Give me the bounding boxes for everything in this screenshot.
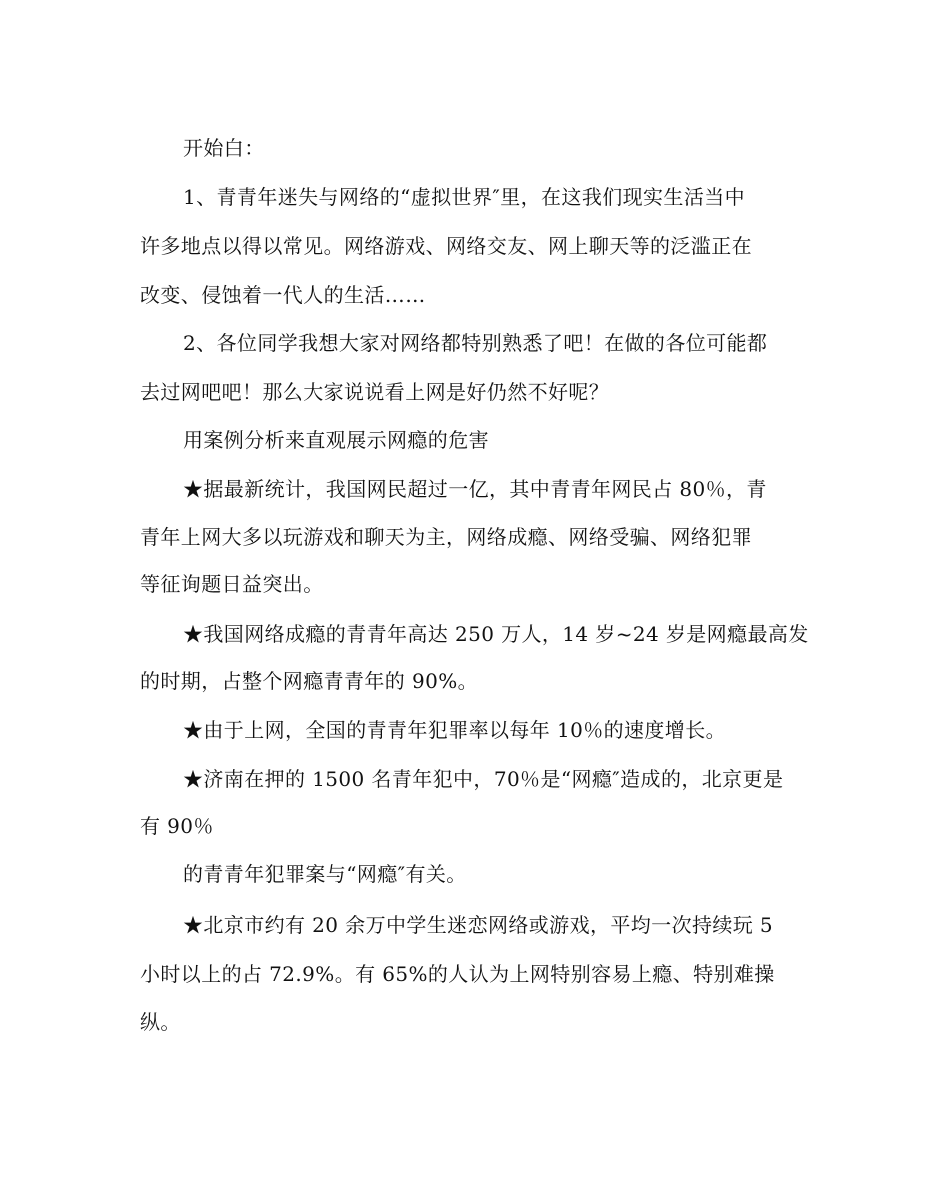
paragraph-1-line-2: 许多地点以得以常见。网络游戏、网络交友、网上聊天等的泛滥正在 (140, 234, 752, 258)
opening-label: 开始白： (183, 136, 265, 160)
paragraph-1-line-3: 改变、侵蚀着一代人的生活…… (140, 283, 426, 307)
bullet-5-line-2: 小时以上的占 72.9%。有 65%的人认为上网特别容易上瘾、特别难操 (140, 962, 775, 986)
bullet-2-line-2: 的时期，占整个网瘾青青年的 90%。 (140, 669, 479, 693)
section-heading: 用案例分析来直观展示网瘾的危害 (183, 428, 489, 452)
paragraph-1-line-1: 1、青青年迷失与网络的“虚拟世界″里，在这我们现实生活当中 (183, 185, 746, 209)
bullet-3-line-1: ★由于上网，全国的青青年犯罪率以每年 10％的速度增长。 (183, 718, 727, 742)
paragraph-2-line-2: 去过网吧吧！那么大家说说看上网是好仍然不好呢？ (140, 380, 610, 404)
bullet-1-line-2: 青年上网大多以玩游戏和聊天为主，网络成瘾、网络受骗、网络犯罪 (140, 525, 752, 549)
bullet-4-line-3: 的青青年犯罪案与“网瘾″有关。 (183, 862, 467, 886)
paragraph-2-line-1: 2、各位同学我想大家对网络都特别熟悉了吧！在做的各位可能都 (183, 331, 768, 355)
bullet-1-line-1: ★据最新统计，我国网民超过一亿，其中青青年网民占 80％，青 (183, 477, 767, 501)
bullet-4-line-1: ★济南在押的 1500 名青年犯中，70％是“网瘾″造成的，北京更是 (183, 767, 784, 791)
bullet-5-line-3: 纵。 (140, 1010, 181, 1034)
bullet-2-line-1: ★我国网络成瘾的青青年高达 250 万人，14 岁~24 岁是网瘾最高发 (183, 622, 809, 646)
bullet-1-line-3: 等征询题日益突出。 (140, 572, 324, 596)
bullet-5-line-1: ★北京市约有 20 余万中学生迷恋网络或游戏，平均一次持续玩 5 (183, 913, 774, 937)
bullet-4-line-2: 有 90％ (140, 814, 214, 838)
